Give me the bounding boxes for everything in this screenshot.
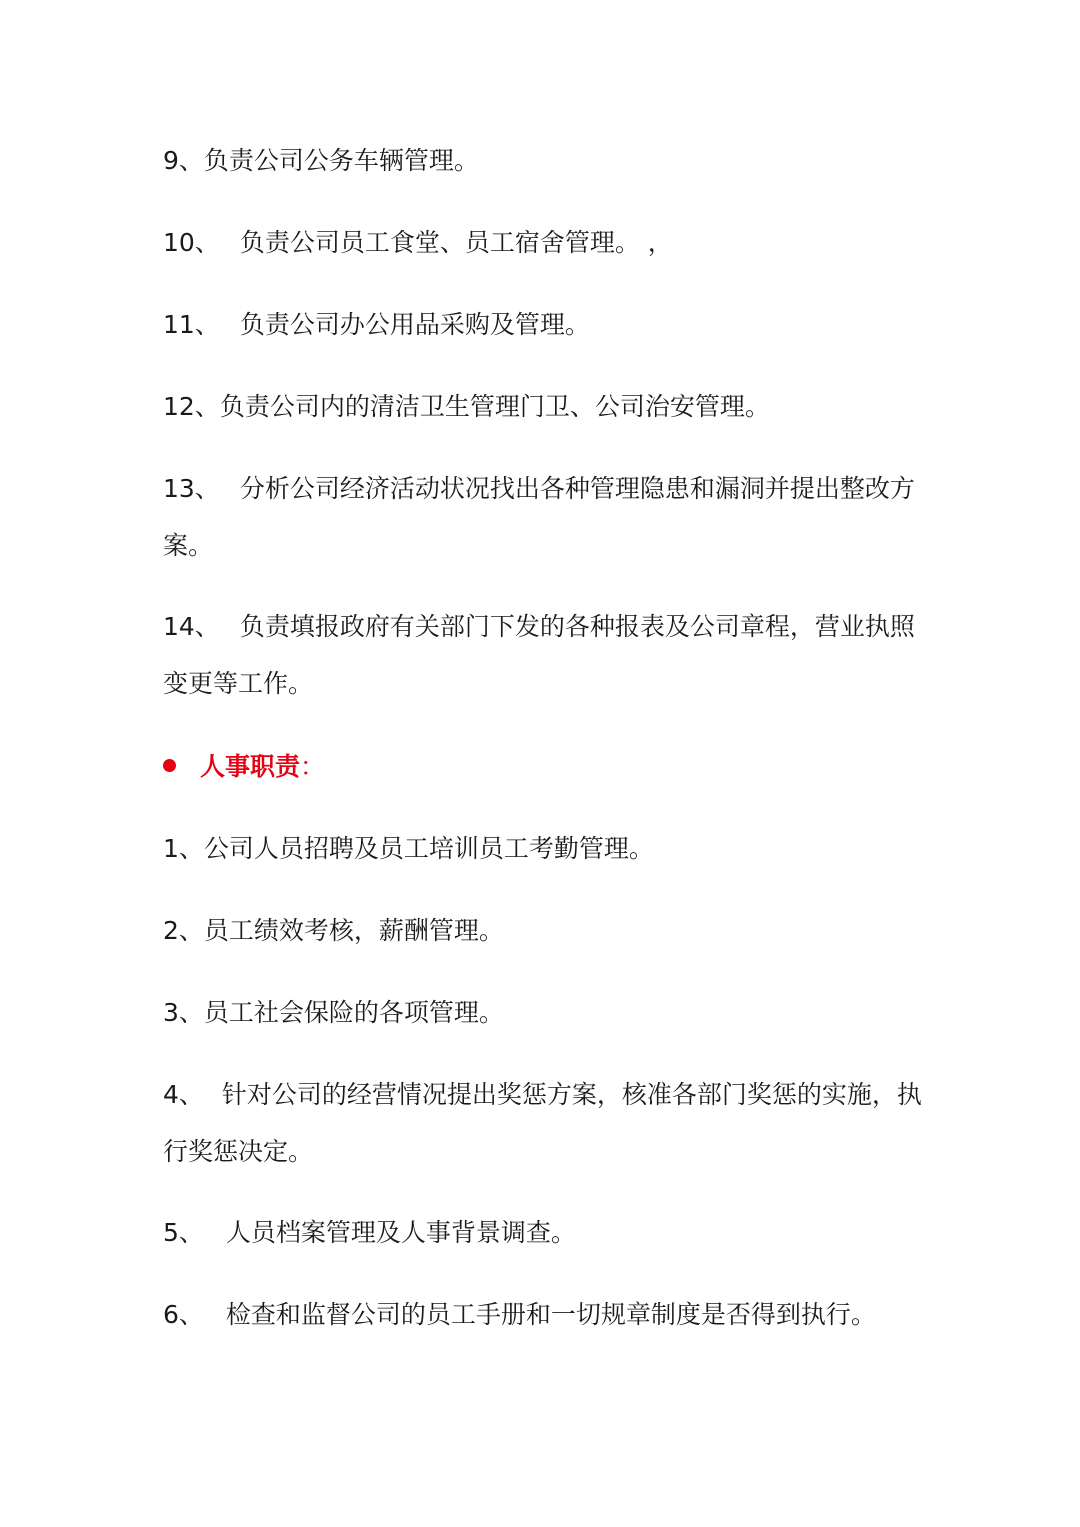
item-text: 负责公司员工食堂、员工宿舍管理。 ， bbox=[239, 228, 673, 257]
item-number: 10、 bbox=[163, 228, 220, 257]
item-number: 2、 bbox=[163, 916, 204, 945]
item-number: 11、 bbox=[163, 310, 220, 339]
hr-item-4 bbox=[163, 1066, 923, 1180]
item-number: 1、 bbox=[163, 834, 204, 863]
hr-item-5 bbox=[163, 1204, 923, 1261]
hr-section-title: 人事职责 bbox=[200, 752, 301, 781]
admin-item-13 bbox=[163, 460, 923, 574]
admin-item-9 bbox=[163, 132, 923, 189]
item-number: 4、 bbox=[163, 1080, 204, 1109]
hr-item-3 bbox=[163, 984, 923, 1041]
item-text: 人员档案管理及人事背景调查。 bbox=[225, 1218, 576, 1247]
item-number: 14、 bbox=[163, 612, 220, 641]
item-text: 负责公司内的清洁卫生管理门卫、公司治安管理。 bbox=[219, 392, 770, 421]
item-number: 5、 bbox=[163, 1218, 204, 1247]
hr-item-6 bbox=[163, 1286, 923, 1343]
item-number: 6、 bbox=[163, 1300, 204, 1329]
hr-section-heading bbox=[163, 738, 325, 795]
item-number: 9、 bbox=[163, 146, 204, 175]
admin-item-10 bbox=[163, 214, 923, 271]
admin-item-14 bbox=[163, 598, 923, 712]
hr-section-colon: ： bbox=[300, 752, 326, 781]
item-text: 负责公司办公用品采购及管理。 bbox=[239, 310, 590, 339]
item-text: 分析公司经济活动状况找出各种管理隐患和漏洞并提出整改方案。 bbox=[163, 474, 915, 560]
red-dot-bullet-icon bbox=[163, 759, 176, 772]
item-text: 负责填报政府有关部门下发的各种报表及公司章程，营业执照变更等工作。 bbox=[163, 612, 915, 698]
item-number: 13、 bbox=[163, 474, 220, 503]
item-number: 3、 bbox=[163, 998, 204, 1027]
admin-item-11 bbox=[163, 296, 923, 353]
hr-item-2 bbox=[163, 902, 923, 959]
item-text: 针对公司的经营情况提出奖惩方案，核准各部门奖惩的实施，执行奖惩决定。 bbox=[163, 1080, 922, 1166]
item-number: 12、 bbox=[163, 392, 220, 421]
item-text: 员工社会保险的各项管理。 bbox=[203, 998, 504, 1027]
admin-item-12 bbox=[163, 378, 923, 435]
hr-item-1 bbox=[163, 820, 923, 877]
item-text: 公司人员招聘及员工培训员工考勤管理。 bbox=[203, 834, 654, 863]
item-text: 负责公司公务车辆管理。 bbox=[203, 146, 479, 175]
item-text: 检查和监督公司的员工手册和一切规章制度是否得到执行。 bbox=[225, 1300, 876, 1329]
item-text: 员工绩效考核，薪酬管理。 bbox=[203, 916, 504, 945]
